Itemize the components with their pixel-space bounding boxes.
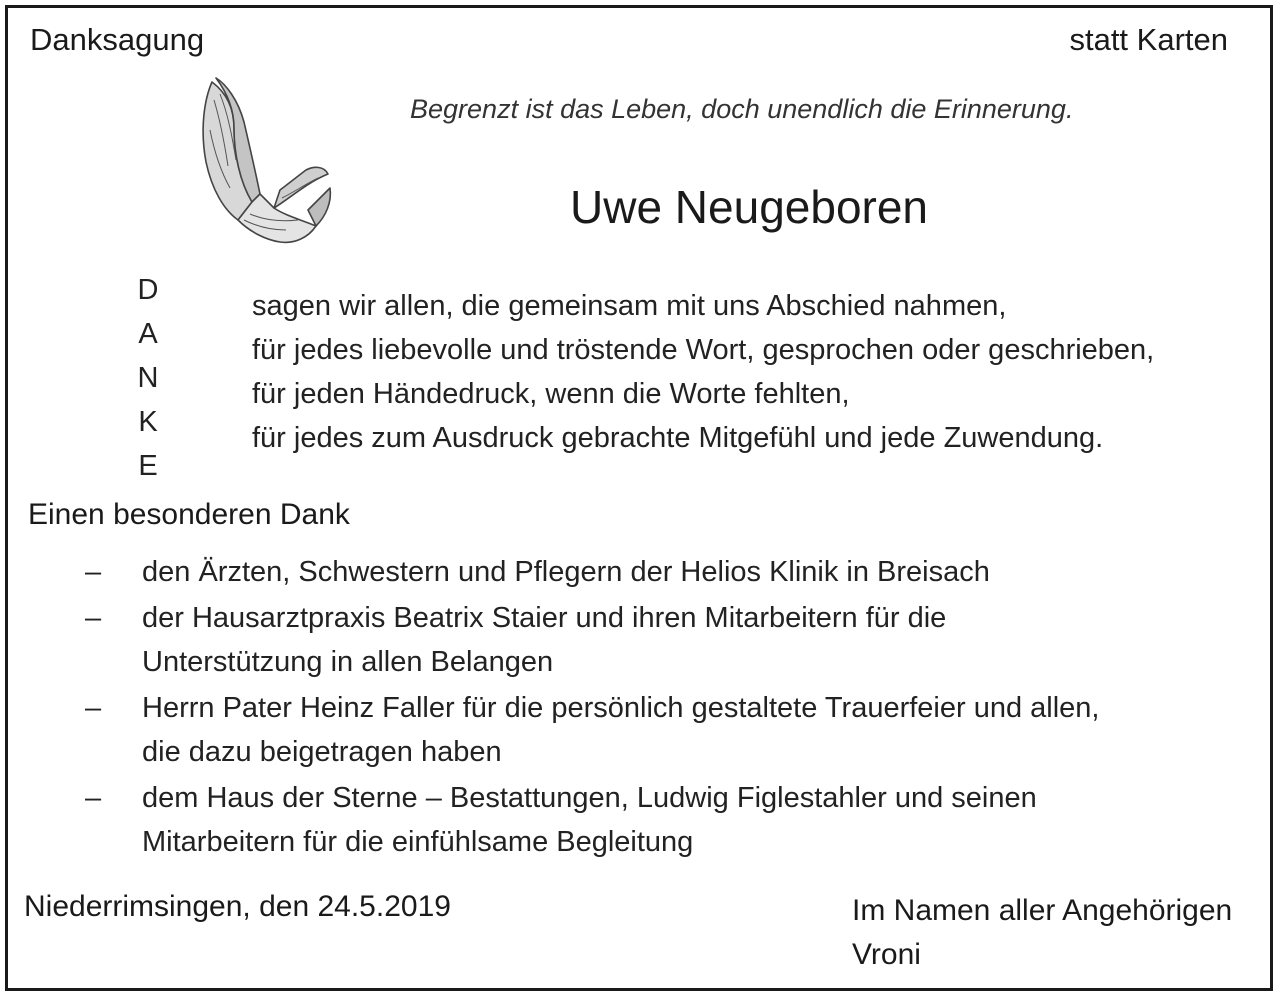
dash-bullet: –	[85, 602, 102, 634]
list-item-line: den Ärzten, Schwestern und Pflegern der Helios Klinik in Breisach	[142, 556, 990, 588]
danke-vertical	[130, 268, 166, 488]
thanks-line: für jeden Händedruck, wenn die Worte fehlten,	[252, 378, 850, 410]
list-item-line: der Hausarztpraxis Beatrix Staier und ihren Mitarbeitern für die	[142, 602, 947, 634]
danke-letter: K	[138, 406, 158, 438]
list-item	[85, 550, 1099, 594]
notice-type: Danksagung	[30, 22, 205, 57]
danke-letter: E	[138, 450, 158, 482]
signature-name: Vroni	[852, 938, 921, 971]
list-item	[85, 686, 1099, 774]
list-item-line: Herrn Pater Heinz Faller für die persönlich gestaltete Trauerfeier und allen,	[142, 692, 1100, 724]
danke-letter: D	[137, 274, 159, 306]
list-item-line: die dazu beigetragen haben	[142, 736, 502, 768]
special-thanks-list	[85, 550, 1099, 866]
thanks-text	[252, 284, 1154, 460]
list-item-line: dem Haus der Sterne – Bestattungen, Ludwig Figlestahler und seinen	[142, 782, 1037, 814]
praying-hands-icon	[190, 70, 335, 248]
danke-letter: A	[138, 318, 158, 350]
list-item	[85, 776, 1099, 864]
special-thanks-heading: Einen besonderen Dank	[28, 498, 350, 531]
list-item-line: Unterstützung in allen Belangen	[142, 646, 554, 678]
signature-line: Im Namen aller Angehörigen	[852, 894, 1233, 927]
thanks-line: sagen wir allen, die gemeinsam mit uns Abschied nahmen,	[252, 290, 1007, 322]
place-date: Niederrimsingen, den 24.5.2019	[24, 890, 451, 923]
motto: Begrenzt ist das Leben, doch unendlich die Erinnerung.	[410, 94, 1074, 124]
dash-bullet: –	[85, 556, 102, 588]
deceased-name: Uwe Neugeboren	[570, 181, 929, 233]
list-item-line: Mitarbeitern für die einfühlsame Begleitung	[142, 826, 694, 858]
dash-bullet: –	[85, 692, 102, 724]
thanks-line: für jedes zum Ausdruck gebrachte Mitgefühl und jede Zuwendung.	[252, 422, 1104, 454]
list-item	[85, 596, 1099, 684]
thanks-line: für jedes liebevolle und tröstende Wort, gesprochen oder geschrieben,	[252, 334, 1155, 366]
dash-bullet: –	[85, 782, 102, 814]
danke-letter: N	[137, 362, 159, 394]
notice-subtype: statt Karten	[1069, 22, 1228, 57]
